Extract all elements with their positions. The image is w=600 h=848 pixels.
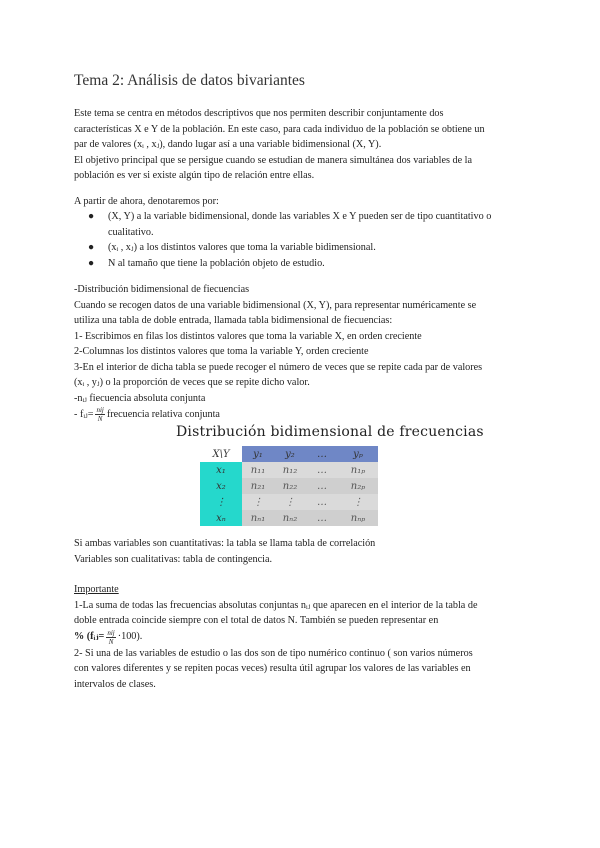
text-line: utiliza una tabla de doble entrada, llamada tabla bidimensional de fiecuencias: — [74, 315, 393, 326]
table-types-paragraph — [74, 536, 534, 567]
table-cell: n₂₁ — [242, 478, 274, 494]
text-line: (xᵢ , yⱼ) o la proporción de veces que se repite dicho valor. — [74, 377, 310, 388]
section-heading: Importante — [74, 584, 119, 595]
text-line: población es ver si existe algún tipo de relación entre ellas. — [74, 170, 315, 181]
list-item — [74, 256, 534, 272]
table-header-cell: yₚ — [338, 446, 378, 462]
table-row — [200, 478, 378, 494]
text-line: 1- Escribimos en filas los distintos valores que toma la variable X, en orden creciente — [74, 330, 422, 342]
table-row-label: xₙ — [200, 510, 242, 526]
fraction-numerator: nij — [107, 628, 115, 637]
table-cell: ⋮ — [242, 494, 274, 510]
bullet-icon: ● — [88, 242, 95, 253]
text-line: 2- Si una de las variables de estudio o las dos son de tipo numérico continuo ( son varios números — [74, 647, 473, 659]
table-cell: n₂₂ — [274, 478, 306, 494]
text-line: Este tema se centra en métodos descriptivos que nos permiten describir conjuntamente dos — [74, 108, 444, 119]
fraction-denominator: N — [97, 415, 103, 423]
list-item-text: N al tamaño que tiene la población objeto de estudio. — [108, 257, 325, 269]
fij-suffix: frecuencia relativa conjunta — [106, 408, 220, 420]
relative-frequency-line — [74, 406, 534, 423]
text-line: 2-Columnas los distintos valores que toma la variable Y, orden creciente — [74, 346, 369, 357]
text-line: 1-La suma de todas las frecuencias absolutas conjuntas nᵢⱼ que aparecen en el interior de la tabla de — [74, 599, 478, 611]
list-item — [74, 209, 534, 240]
text-line: doble entrada coincide siempre con el total de datos N. También se pueden representar en — [74, 615, 439, 626]
list-item — [74, 240, 534, 256]
table-header-cell: y₁ — [242, 446, 274, 462]
text-line: -nᵢⱼ fiecuencia absoluta conjunta — [74, 392, 206, 404]
table-cell: nₙ₂ — [274, 510, 306, 526]
percentage-formula-line — [74, 629, 534, 646]
table-row-label: x₁ — [200, 462, 242, 478]
text-line: 3-En el interior de dicha tabla se puede recoger el número de veces que se repite cada par de valores — [74, 361, 483, 373]
table-row — [200, 462, 378, 478]
pct-suffix: ·100). — [117, 631, 143, 643]
bullet-icon: ● — [88, 211, 95, 222]
table-header-cell: … — [306, 446, 338, 462]
table-row — [200, 510, 378, 526]
table-cell: … — [306, 494, 338, 510]
table-title: Distribución bidimensional de frecuencias — [176, 424, 484, 440]
notation-list — [74, 209, 534, 271]
table-cell: n₂ₚ — [338, 478, 378, 494]
text-line: Si ambas variables son cuantitativas: la tabla se llama tabla de correlación — [74, 538, 376, 549]
text-line: intervalos de clases. — [74, 678, 156, 690]
table-cell: ⋮ — [338, 494, 378, 510]
table-row — [200, 494, 378, 510]
text-line: Cuando se recogen datos de una variable bidimensional (X, Y), para representar numéricamente se — [74, 299, 477, 311]
table-cell: n₁ₚ — [338, 462, 378, 478]
table-cell: n₁₁ — [242, 462, 274, 478]
list-item-text: (X, Y) a la variable bidimensional, donde las variables X e Y pueden ser de tipo cuantitativo o cualitativo. — [108, 211, 492, 238]
distribution-section — [74, 282, 534, 423]
table-cell: nₙₚ — [338, 510, 378, 526]
table-header-row — [200, 446, 378, 462]
list-item-text: (xᵢ , xⱼ) a los distintos valores que toma la variable bidimensional. — [108, 242, 376, 253]
fraction-numerator: nij — [96, 406, 104, 414]
table-cell: ⋮ — [274, 494, 306, 510]
text-line: El objetivo principal que se persigue cuando se estudian de manera simultánea dos variables de la — [74, 154, 473, 166]
text-line: -Distribución bidimensional de fiecuencias — [74, 284, 250, 295]
important-section — [74, 582, 534, 692]
fraction — [95, 406, 104, 423]
text-line: Variables son cualitativas: tabla de contingencia. — [74, 553, 273, 565]
text-line: par de valores (xᵢ , xⱼ), dando lugar así a una variable bidimensional (X, Y). — [74, 139, 382, 150]
fij-prefix: - fᵢⱼ= — [74, 408, 94, 420]
page-title: Tema 2: Análisis de datos bivariantes — [74, 72, 305, 89]
pct-prefix: % (fᵢⱼ= — [74, 631, 105, 643]
table-cell: n₁₂ — [274, 462, 306, 478]
table-row-label: ⋮ — [200, 494, 242, 510]
frequency-table — [200, 446, 378, 526]
text-line: con valores diferentes y se repiten pocas veces) resulta útil agrupar los valores de las variables en — [74, 663, 471, 674]
table-cell: … — [306, 510, 338, 526]
fraction-denominator: N — [108, 637, 114, 646]
table-cell: nₙ₁ — [242, 510, 274, 526]
table-row-label: x₂ — [200, 478, 242, 494]
table-cell: … — [306, 478, 338, 494]
intro-paragraph — [74, 106, 534, 184]
fraction — [106, 629, 115, 646]
notation-intro: A partir de ahora, denotaremos por: — [74, 196, 219, 207]
text-line: características X e Y de la población. En este caso, para cada individuo de la población se obtiene un — [74, 123, 485, 135]
table-cell: … — [306, 462, 338, 478]
table-corner: X\Y — [200, 446, 242, 462]
table-header-cell: y₂ — [274, 446, 306, 462]
bullet-icon: ● — [88, 257, 95, 269]
